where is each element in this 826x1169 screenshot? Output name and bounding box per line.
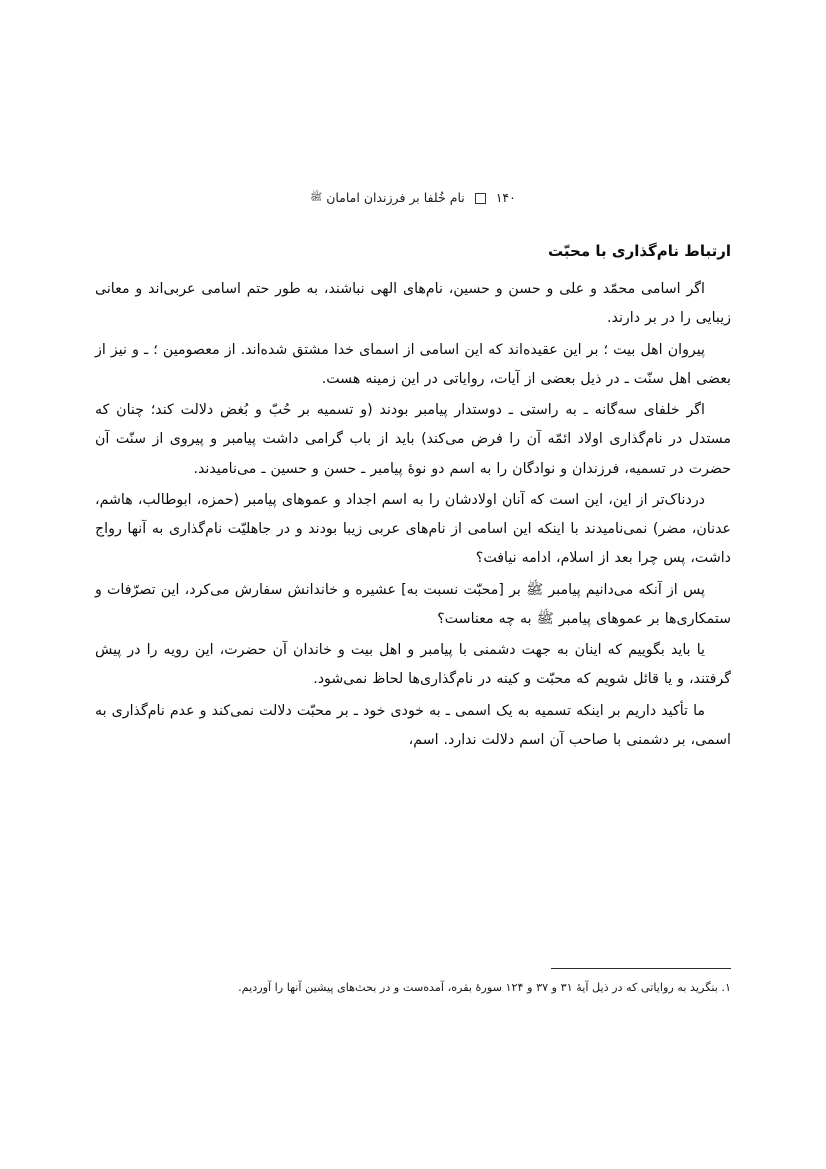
paragraph-6: یا باید بگوییم که اینان به جهت دشمنی با پیامبر و اهل بیت و خاندان آن حضرت، این رویه را در پیش گرفتند، و یا قائل شویم که محبّت و کینه در نام‌گذاری‌ها لحاظ نمی‌شود. — [95, 642, 731, 688]
paragraph-7: ما تأکید داریم بر اینکه تسمیه به یک اسمی ـ به خودی خود ـ بر محبّت دلالت نمی‌کند و عدم نام‌گذاری به اسمی، بر دشمنی با صاحب آن اسم دلالت ندارد. اسم، — [95, 702, 731, 748]
footnote-area — [95, 968, 731, 999]
honorific-glyph: ﷺ — [310, 192, 323, 203]
section-title: ارتباط نام‌گذاری با محبّت — [548, 242, 731, 260]
paragraph-1: اگر اسامی محمّد و علی و حسن و حسین، نام‌های الهی نباشند، به طور حتم اسامی عربی‌اند و معانی زیبایی را در بر دارند. — [95, 281, 731, 327]
footnote-1 — [95, 977, 731, 999]
footnote-divider — [551, 968, 731, 969]
footnote-text: بنگرید به روایاتی که در ذیل آیهٔ ۳۱ و ۳۷ و ۱۲۴ سورهٔ بقره، آمده‌ست و در بحث‌های پیشین آنها را آوردیم. — [238, 980, 718, 994]
running-head-text: نام خُلفا بر فرزندان امامان — [326, 190, 465, 205]
page-number: ۱۴۰ — [495, 190, 516, 205]
paragraph-3: اگر خلفای سه‌گانه ـ به راستی ـ دوستدار پیامبر بودند (و تسمیه بر حُبّ و بُغض دلالت کند؛ چنان که مستدل در نام‌گذاری اولاد ائمّه آن را فرض می‌کند) باید از باب گرامی داشت پیامبر و پیروی از سنّت آن حضرت در تسمیه، فرزندان و نوادگان را به اسم دو نوهٔ پیامبر ـ حسن و حسین ـ می‌نامیدند. — [95, 402, 731, 477]
running-head-separator-icon — [475, 193, 486, 204]
paragraph-2: پیروان اهل بیت ؛ بر این عقیده‌اند که این اسامی از اسمای خدا مشتق شده‌اند. از معصومین ؛ ـ و نیز از بعضی اهل سنّت ـ در ذیل بعضی از آیات، روایاتی در این زمینه هست. — [95, 341, 731, 387]
running-head — [95, 190, 731, 205]
paragraph-5: پس از آنکه می‌دانیم پیامبر ﷺ بر [محبّت نسبت به] عشیره و خاندانش سفارش می‌کرد، این تصرّفات و ستمکاری‌ها بر عموهای پیامبر ﷺ به چه معناست؟ — [95, 581, 731, 627]
paragraph-4: دردناک‌تر از این، این است که آنان اولادشان را به اسم اجداد و عموهای پیامبر (حمزه، ابوطالب، هاشم، عدنان، مضر) نمی‌نامیدند با اینکه این اسامی از نام‌های عربی زیبا بودند و در جاهلیّت نام‌گذاری به آنها رواج داشت، پس چرا بعد از اسلام، ادامه نیافت؟ — [95, 491, 731, 567]
footnote-marker: ۱. — [721, 980, 731, 994]
